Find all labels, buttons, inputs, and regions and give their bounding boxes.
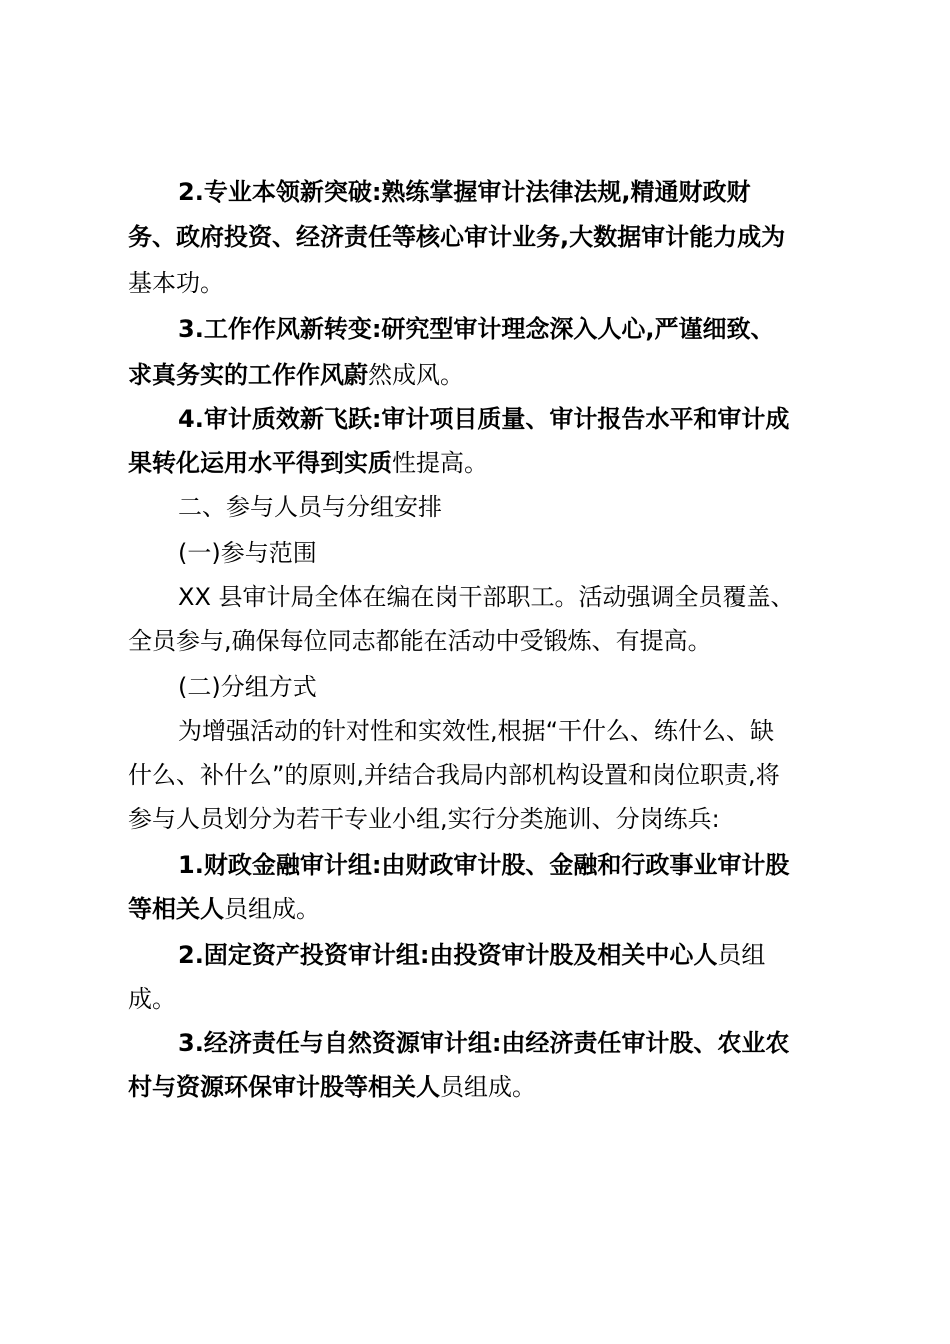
plain-text: 参与人员划分为若干专业小组,实行分类施训、分岗练兵: — [128, 805, 720, 833]
bold-text: 4.审计质效新飞跃:审计项目质量、审计报告水平和审计成 — [178, 405, 790, 433]
group-3-line-2 — [0, 1065, 950, 1110]
group-2-line-1 — [0, 933, 950, 978]
goal-3-line-1 — [0, 307, 950, 352]
plain-text: 员组 — [717, 941, 766, 969]
bold-text: 村与资源环保审计股等相关人 — [128, 1073, 440, 1101]
goal-3-line-2 — [0, 353, 950, 398]
plain-text: 然成风。 — [368, 361, 464, 389]
goal-4-line-2 — [0, 441, 950, 486]
plain-text: (一)参与范围 — [178, 539, 317, 567]
subsection-2-heading — [0, 665, 950, 710]
bold-text: 等相关人 — [128, 895, 224, 923]
group-1-line-2 — [0, 887, 950, 932]
bold-text: 2.固定资产投资审计组:由投资审计股及相关中心人 — [178, 941, 718, 969]
plain-text: 为增强活动的针对性和实效性,根据“干什么、练什么、缺 — [178, 717, 775, 745]
group-2-line-2 — [0, 977, 950, 1022]
plain-text: 基本功。 — [128, 269, 224, 297]
plain-text: 员组成。 — [440, 1073, 536, 1101]
goal-2-line-2 — [0, 215, 950, 260]
subsection-1-heading — [0, 531, 950, 576]
bold-text: 3.经济责任与自然资源审计组:由经济责任审计股、农业农 — [178, 1029, 790, 1057]
group-3-line-1 — [0, 1021, 950, 1066]
bold-text: 1.财政金融审计组:由财政审计股、金融和行政事业审计股 — [178, 851, 790, 879]
bold-text: 务、政府投资、经济责任等核心审计业务,大数据审计能力成为 — [128, 223, 786, 251]
section-2-heading — [0, 485, 950, 530]
plain-text: 什么、补什么”的原则,并结合我局内部机构设置和岗位职责,将 — [128, 761, 780, 789]
goal-2-line-1 — [0, 170, 950, 215]
scope-line-1 — [0, 575, 950, 620]
plain-text: 全员参与,确保每位同志都能在活动中受锻炼、有提高。 — [128, 627, 712, 655]
plain-text: 成。 — [128, 985, 176, 1013]
bold-text: 2.专业本领新突破:熟练掌握审计法律法规,精通财政财 — [178, 178, 751, 206]
grouping-line-3 — [0, 797, 950, 842]
group-1-line-1 — [0, 843, 950, 888]
grouping-line-2 — [0, 753, 950, 798]
plain-text: (二)分组方式 — [178, 673, 317, 701]
bold-text: 3.工作作风新转变:研究型审计理念深入人心,严谨细致、 — [178, 315, 775, 343]
bold-text: 求真务实的工作作风蔚 — [128, 361, 368, 389]
plain-text: 员组成。 — [224, 895, 320, 923]
bold-text: 果转化运用水平得到实质 — [128, 449, 392, 477]
grouping-line-1 — [0, 709, 950, 754]
plain-text: 性提高。 — [392, 449, 488, 477]
plain-text: 二、参与人员与分组安排 — [178, 493, 442, 521]
goal-2-line-3 — [0, 261, 950, 306]
goal-4-line-1 — [0, 397, 950, 442]
scope-line-2 — [0, 619, 950, 664]
plain-text: XX 县审计局全体在编在岗干部职工。活动强调全员覆盖、 — [178, 583, 795, 611]
